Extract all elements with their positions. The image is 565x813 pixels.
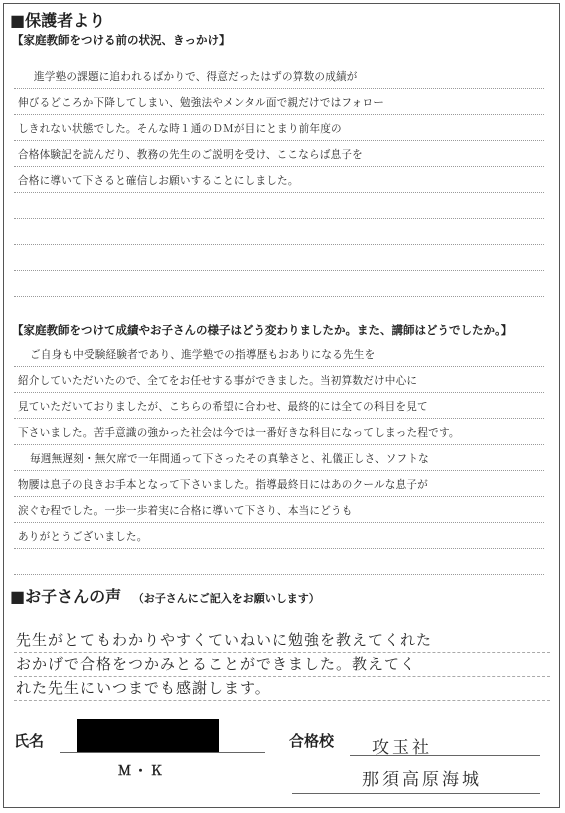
handwritten-line: 先生がとてもわかりやすくていねいに勉強を教えてくれた: [16, 631, 433, 649]
ruled-line: [14, 700, 550, 701]
ruled-line: [14, 574, 544, 575]
ruled-line: [14, 366, 544, 367]
handwritten-line: おかげで合格をつかみとることができました。教えてく: [16, 655, 417, 673]
child-section-heading: [10, 584, 320, 607]
ruled-line: [14, 192, 544, 193]
school-underline: [292, 793, 540, 794]
handwritten-line: ありがとうございました。: [18, 531, 148, 543]
handwritten-line: 進学塾の課題に追われるばかりで、得意だったはずの算数の成績が: [34, 71, 358, 83]
handwritten-line: 合格に導いて下さると確信しお願いすることにしました。: [18, 175, 299, 187]
school-name-1: 攻玉社: [372, 738, 432, 758]
ruled-line: [14, 418, 544, 419]
ruled-line: [14, 218, 544, 219]
handwritten-line: 紹介していただいたので、全てをお任せする事ができました。当初算数だけ中心に: [18, 375, 418, 387]
name-label: 氏名: [14, 732, 45, 750]
handwritten-line: しきれない状態でした。そんな時１通のＤＭが目にとまり前年度の: [18, 123, 342, 135]
question-1-heading: 【家庭教師をつける前の状況、きっかけ】: [12, 33, 231, 47]
ruled-line: [14, 548, 544, 549]
handwritten-line: 合格体験記を読んだり、教務の先生のご説明を受け、ここならば息子を: [18, 149, 363, 161]
name-underline: [60, 752, 265, 753]
handwritten-line: 伸びるどころか下降してしまい、勉強法やメンタル面で親だけではフォロー: [18, 97, 385, 109]
ruled-line: [14, 88, 544, 89]
school-underline: [350, 755, 540, 756]
ruled-line: [14, 244, 544, 245]
ruled-line: [14, 470, 544, 471]
question-2-heading: 【家庭教師をつけて成績やお子さんの様子はどう変わりましたか。また、講師はどうでしたか。】: [12, 323, 513, 337]
handwritten-line: ご自身も中受験経験者であり、進学塾での指導歴もおありになる先生を: [30, 349, 376, 361]
ruled-line: [14, 296, 544, 297]
guardian-section-heading: ■保護者より: [10, 11, 106, 30]
ruled-line: [14, 166, 544, 167]
ruled-line: [14, 114, 544, 115]
handwritten-line: 毎週無遅刻・無欠席で一年間通って下さったその真摯さと、礼儀正しさ、ソフトな: [30, 453, 429, 465]
student-initials: Ｍ・Ｋ: [118, 764, 167, 779]
child-section-note: （お子さんにご記入をお願いします）: [132, 592, 320, 605]
ruled-line: [14, 496, 544, 497]
child-section-title: ■お子さんの声: [10, 587, 122, 606]
ruled-line: [14, 522, 544, 523]
ruled-line: [14, 140, 544, 141]
handwritten-line: 下さいました。苦手意識の強かった社会は今では一番好きな科目になってしまった程です。: [18, 427, 460, 439]
school-name-2: 那須高原海城: [362, 770, 482, 790]
handwritten-line: 涙ぐむ程でした。一歩一歩着実に合格に導いて下さり、本当にどうも: [18, 505, 353, 517]
school-label: 合格校: [289, 732, 335, 750]
handwritten-line: 見ていただいておりましたが、こちらの希望に合わせ、最終的には全ての科目を見て: [18, 401, 428, 413]
handwritten-line: れた先生にいつまでも感謝します。: [16, 679, 271, 697]
handwritten-line: 物腰は息子の良きお手本となって下さいました。指導最終日にはあのクールな息子が: [18, 479, 428, 491]
redacted-name: [77, 719, 219, 752]
ruled-line: [14, 444, 544, 445]
ruled-line: [14, 270, 544, 271]
ruled-line: [14, 392, 544, 393]
